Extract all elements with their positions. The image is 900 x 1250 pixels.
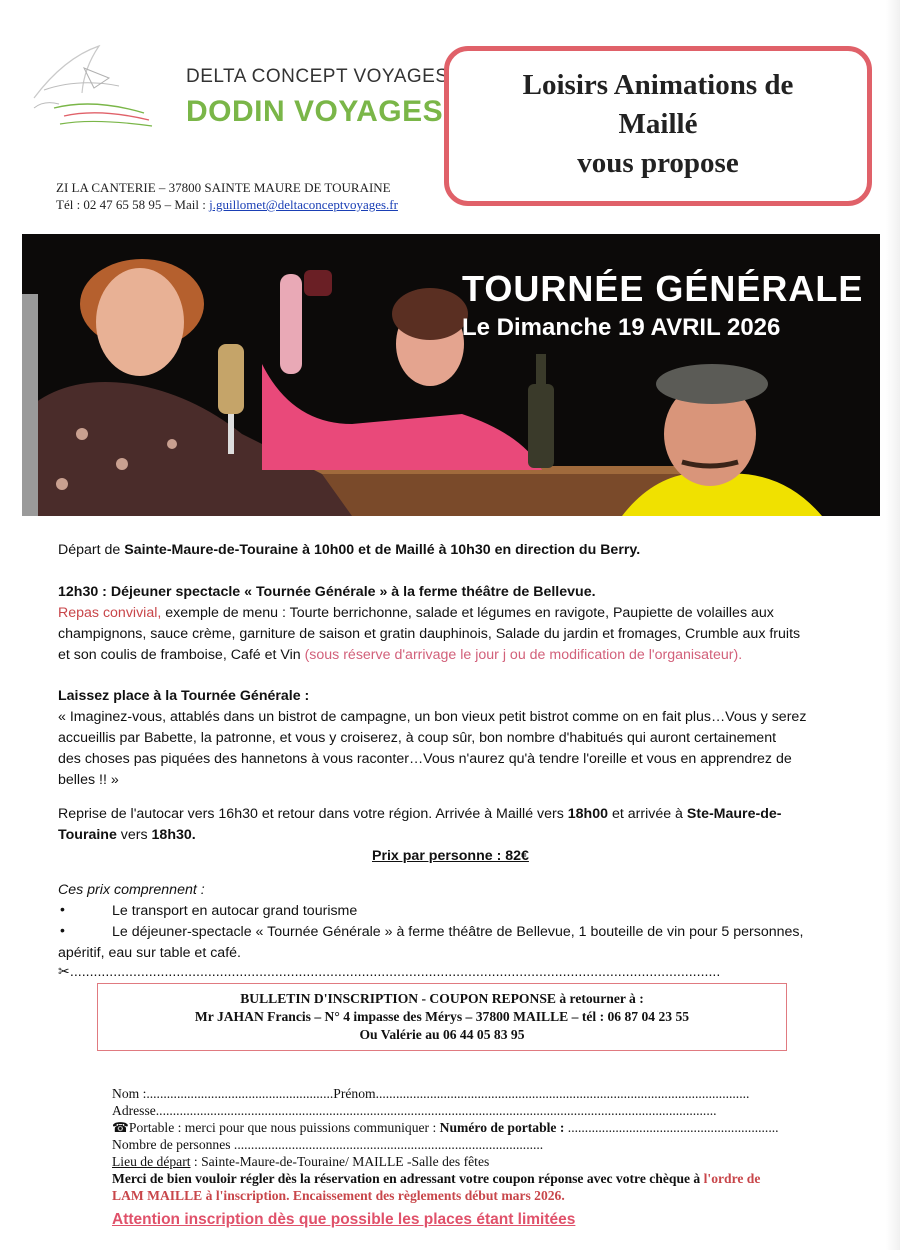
email-link[interactable]: j.guillomet@deltaconceptvoyages.fr <box>209 197 398 212</box>
price: Prix par personne : 82€ <box>372 848 529 864</box>
include-item-2-cont: apéritif, eau sur table et café. <box>58 945 241 961</box>
promo-line-2: Maillé <box>618 108 698 140</box>
form-address-field[interactable]: Adresse..................................................................................................................................................................... <box>112 1103 717 1118</box>
menu-line-3: et son coulis de framboise, Café et Vin (sous réserve d'arrivage le jour j ou de modification de l'organisateur). <box>58 647 743 663</box>
coupon-line-3: Ou Valérie au 06 44 05 83 95 <box>359 1027 525 1042</box>
form-departure: Lieu de départ : Sainte-Maure-de-Touraine/ MAILLE -Salle des fêtes <box>112 1154 490 1169</box>
menu-line-1: Repas convivial, exemple de menu : Tourte berrichonne, salade et légumes en ravigote, Paupiette de volailles aux <box>58 605 774 621</box>
brand-line-2: DODIN VOYAGES <box>186 95 444 128</box>
return-line-2: Touraine vers 18h30. <box>58 827 196 843</box>
lunch-title: 12h30 : Déjeuner spectacle « Tournée Générale » à la ferme théâtre de Bellevue. <box>58 584 596 600</box>
show-title: Laissez place à la Tournée Générale : <box>58 688 310 704</box>
include-item-1: Le transport en autocar grand tourisme <box>112 903 358 919</box>
include-item-2: Le déjeuner-spectacle « Tournée Générale » à ferme théâtre de Bellevue, 1 bouteille de vin pour 5 personnes, <box>112 924 804 940</box>
includes-title: Ces prix comprennent : <box>58 882 205 898</box>
promo-line-1: Loisirs Animations de <box>522 69 794 101</box>
promo-box <box>444 46 872 206</box>
payment-line-2: LAM MAILLE à l'inscription. Encaissement des règlements début mars 2026. <box>112 1188 565 1203</box>
company-logo <box>24 38 164 138</box>
attention-notice: Attention inscription dès que possible les places étant limitées <box>112 1211 576 1228</box>
show-line-2: accueillis par Babette, la patronne, et vous y croiserez, à coup sûr, bon nombre d'habitués qui auront certainement <box>58 730 777 746</box>
departure-text: Départ de Sainte-Maure-de-Touraine à 10h00 et de Maillé à 10h30 en direction du Berry. <box>58 542 641 558</box>
form-phone-field[interactable]: ☎Portable : merci pour que nous puissions communiquer : Numéro de portable : .............................................................. <box>112 1120 779 1135</box>
coupon-line-2: Mr JAHAN Francis – N° 4 impasse des Mérys – 37800 MAILLE – tél : 06 87 04 23 55 <box>194 1009 690 1024</box>
form-people-field[interactable]: Nombre de personnes ........................................................................................... <box>112 1137 544 1152</box>
company-contact <box>56 197 398 213</box>
promo-line-3: vous propose <box>577 147 739 179</box>
brand-line-1: DELTA CONCEPT VOYAGES <box>186 66 449 87</box>
coupon-line-1: BULLETIN D'INSCRIPTION - COUPON REPONSE à retourner à : <box>240 991 644 1006</box>
payment-line-1: Merci de bien vouloir régler dès la réservation en adressant votre coupon réponse avec votre chèque à l'ordre de <box>112 1171 761 1186</box>
bullet-2: • <box>60 922 65 938</box>
show-line-3: des choses pas piquées des hannetons à vous raconter…Vous n'aurez qu'à tendre l'oreille et vous en apprendrez de <box>58 751 792 767</box>
show-line-4: belles !! » <box>58 772 119 788</box>
form-name-field[interactable]: Nom :.......................................................Prénom.............................................................................................................. <box>112 1086 750 1101</box>
menu-line-2: champignons, sauce crème, garniture de saison et gratin dauphinois, Salade du jardin et fromages, Crumble aux fruits <box>58 626 801 642</box>
show-line-1: « Imaginez-vous, attablés dans un bistrot de campagne, un bon vieux petit bistrot comme on en fait plus…Vous y serez <box>58 709 807 725</box>
return-line-1: Reprise de l'autocar vers 16h30 et retour dans votre région. Arrivée à Maillé vers 18h00 et arrivée à Ste-Maure-de- <box>58 806 782 822</box>
coupon-box <box>97 983 787 1051</box>
company-address: ZI LA CANTERIE – 37800 SAINTE MAURE DE TOURAINE <box>56 180 391 195</box>
bullet-1: • <box>60 901 65 917</box>
page-edge <box>886 0 900 1250</box>
banner-title: TOURNÉE GÉNÉRALE <box>462 268 864 309</box>
cut-line: ✂..................................................................................................................................................................... <box>58 964 721 980</box>
banner-date: Le Dimanche 19 AVRIL 2026 <box>462 314 781 341</box>
phone-text: Tél : 02 47 65 58 95 – Mail : <box>56 197 210 212</box>
